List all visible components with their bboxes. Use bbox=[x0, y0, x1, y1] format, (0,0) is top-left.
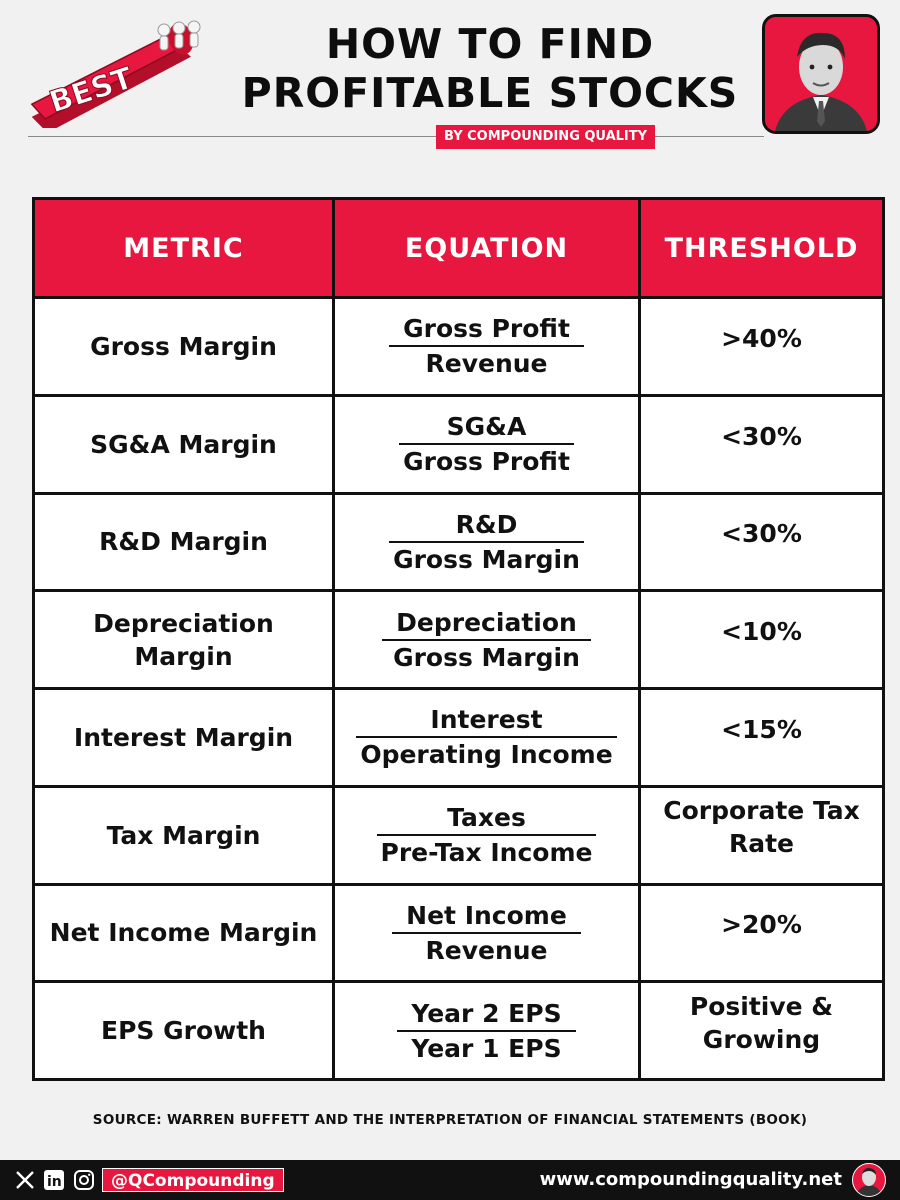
equation-numerator: Year 2 EPS bbox=[397, 997, 575, 1032]
fraction bbox=[399, 410, 574, 478]
equation-cell bbox=[334, 982, 640, 1080]
equation-denominator: Gross Profit bbox=[403, 447, 570, 477]
table-row bbox=[34, 395, 884, 493]
threshold-cell bbox=[640, 493, 884, 591]
threshold-value: <30% bbox=[721, 519, 802, 549]
threshold-value: Positive & Growing bbox=[689, 991, 834, 1054]
equation-denominator: Gross Margin bbox=[393, 642, 580, 672]
table-row bbox=[34, 298, 884, 396]
threshold-cell bbox=[640, 298, 884, 396]
fraction bbox=[356, 703, 616, 771]
equation-cell bbox=[334, 493, 640, 591]
threshold-value: Corporate Tax Rate bbox=[663, 796, 860, 859]
threshold-cell bbox=[640, 884, 884, 982]
website-link[interactable]: www.compoundingquality.net bbox=[539, 1169, 842, 1190]
threshold-value: <10% bbox=[721, 617, 802, 647]
equation-denominator: Revenue bbox=[425, 349, 548, 379]
threshold-cell bbox=[640, 395, 884, 493]
equation-cell bbox=[334, 884, 640, 982]
equation-numerator: R&D bbox=[389, 508, 584, 543]
equation-numerator: Depreciation bbox=[382, 606, 591, 641]
metrics-table bbox=[32, 197, 885, 1081]
source-citation: SOURCE: WARREN BUFFETT AND THE INTERPRETATION OF FINANCIAL STATEMENTS (BOOK) bbox=[92, 1112, 808, 1128]
title-line-1: HOW TO FIND bbox=[325, 20, 655, 68]
table-row bbox=[34, 884, 884, 982]
equation-numerator: Taxes bbox=[377, 801, 597, 836]
table-row bbox=[34, 689, 884, 787]
column-header-equation: EQUATION bbox=[334, 199, 640, 298]
title-line-2: PROFITABLE STOCKS bbox=[241, 69, 739, 117]
fraction bbox=[392, 899, 581, 967]
equation-denominator: Gross Margin bbox=[393, 544, 580, 574]
author-avatar bbox=[762, 14, 880, 134]
threshold-cell bbox=[640, 591, 884, 689]
equation-cell bbox=[334, 786, 640, 884]
metric-cell: SG&A Margin bbox=[34, 395, 334, 493]
footer-avatar bbox=[852, 1163, 886, 1197]
author-photo-icon bbox=[765, 17, 877, 131]
table-row bbox=[34, 786, 884, 884]
svg-text:BEST: BEST bbox=[45, 60, 138, 121]
column-header-threshold: THRESHOLD bbox=[640, 199, 884, 298]
metric-cell: Net Income Margin bbox=[34, 884, 334, 982]
instagram-icon[interactable] bbox=[73, 1169, 95, 1191]
metric-cell: Interest Margin bbox=[34, 689, 334, 787]
page-title bbox=[190, 20, 790, 118]
table-row bbox=[34, 493, 884, 591]
metric-cell: Tax Margin bbox=[34, 786, 334, 884]
metric-cell: Depreciation Margin bbox=[34, 591, 334, 689]
threshold-cell bbox=[640, 689, 884, 787]
threshold-value: >40% bbox=[721, 323, 802, 353]
table-row bbox=[34, 982, 884, 1080]
fraction bbox=[397, 997, 575, 1065]
equation-cell bbox=[334, 591, 640, 689]
fraction bbox=[377, 801, 597, 869]
fraction bbox=[382, 606, 591, 674]
threshold-value: >20% bbox=[721, 910, 802, 940]
column-header-metric: METRIC bbox=[34, 199, 334, 298]
fraction bbox=[389, 508, 584, 576]
equation-numerator: Interest bbox=[356, 703, 616, 738]
table-row bbox=[34, 591, 884, 689]
equation-numerator: Gross Profit bbox=[389, 312, 584, 347]
author-photo-icon bbox=[853, 1164, 885, 1196]
social-handle-link[interactable]: @QCompounding bbox=[102, 1168, 284, 1192]
byline-badge: BY COMPOUNDING QUALITY bbox=[436, 125, 655, 149]
equation-numerator: SG&A bbox=[399, 410, 574, 445]
metric-cell: EPS Growth bbox=[34, 982, 334, 1080]
threshold-cell bbox=[640, 786, 884, 884]
equation-cell bbox=[334, 395, 640, 493]
threshold-cell bbox=[640, 982, 884, 1080]
metric-cell: Gross Margin bbox=[34, 298, 334, 396]
equation-denominator: Revenue bbox=[425, 935, 548, 965]
equation-numerator: Net Income bbox=[392, 899, 581, 934]
x-icon[interactable] bbox=[14, 1169, 36, 1191]
threshold-value: <15% bbox=[721, 714, 802, 744]
metric-cell: R&D Margin bbox=[34, 493, 334, 591]
equation-denominator: Year 1 EPS bbox=[411, 1033, 562, 1063]
threshold-value: <30% bbox=[721, 421, 802, 451]
equation-denominator: Operating Income bbox=[360, 740, 613, 770]
equation-cell bbox=[334, 298, 640, 396]
svg-text:in: in bbox=[47, 1174, 62, 1190]
linkedin-icon[interactable] bbox=[43, 1169, 65, 1191]
table-header-row bbox=[34, 199, 884, 298]
fraction bbox=[389, 312, 584, 380]
equation-cell bbox=[334, 689, 640, 787]
equation-denominator: Pre-Tax Income bbox=[380, 838, 593, 868]
footer-bar bbox=[0, 1160, 900, 1200]
